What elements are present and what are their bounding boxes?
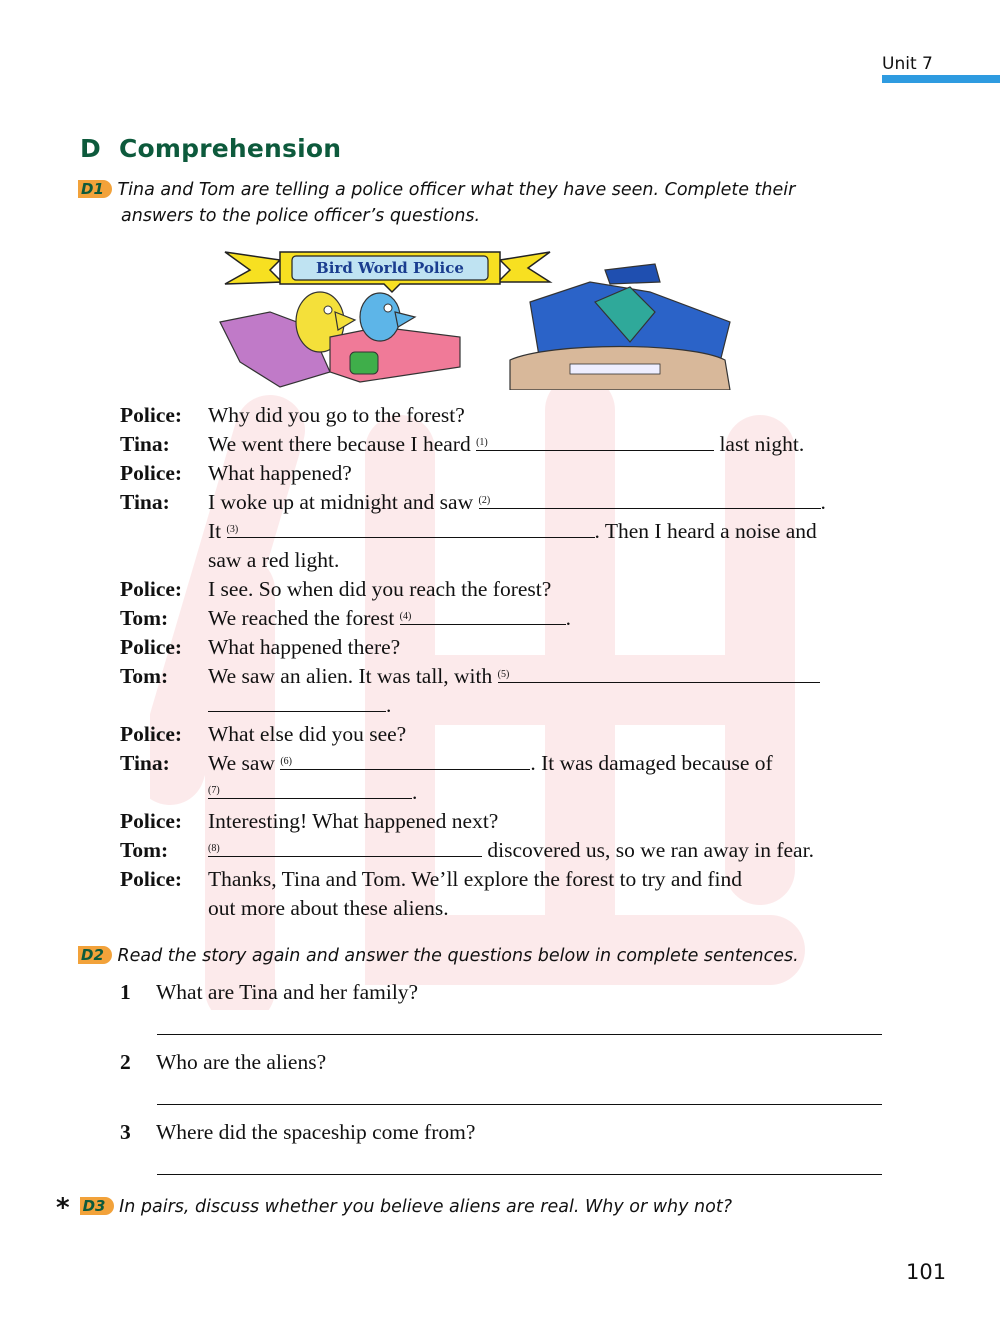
dialogue-line: out more about these aliens. — [208, 896, 449, 920]
blank-5[interactable]: (5) — [498, 662, 820, 683]
answer-line-2[interactable] — [157, 1104, 882, 1105]
speaker: Police: — [120, 809, 183, 833]
blank-3[interactable]: (3) — [227, 517, 595, 538]
speaker: Police: — [120, 867, 183, 891]
section-letter: D — [80, 134, 101, 163]
answer-line-3[interactable] — [157, 1174, 882, 1175]
dialogue-line: Police: Interesting! What happened next? — [120, 807, 900, 836]
section-heading — [80, 134, 341, 163]
question-number: 3 — [120, 1120, 131, 1144]
speaker: Tom: — [120, 664, 169, 688]
tina-and-tom-birds — [220, 292, 460, 387]
blank-8[interactable]: (8) — [208, 836, 482, 857]
section-title: Comprehension — [118, 134, 342, 163]
dialogue-line: $^{(7)}$ . — [208, 780, 418, 804]
d2-instruction — [78, 943, 799, 969]
d2-instruction-text: Read the story again and answer the questions below in complete sentences. — [117, 946, 799, 966]
dialogue-line: Police: What happened there? — [120, 633, 900, 662]
dialogue-line: Tina: I woke up at midnight and saw $^{(2)}$ . — [120, 488, 900, 517]
d2-badge: D2 — [78, 946, 112, 964]
banner — [225, 252, 550, 292]
dialogue-line: Tom: We reached the forest $^{(4)}$ . — [120, 604, 900, 633]
question-item — [120, 980, 882, 1050]
speaker: Tina: — [120, 751, 170, 775]
dialogue-line: Tina: We saw $^{(6)}$ . It was damaged because of — [120, 749, 900, 778]
dialogue — [120, 401, 900, 923]
speaker: Tom: — [120, 838, 169, 862]
speaker: Police: — [120, 577, 183, 601]
speaker: Police: — [120, 635, 183, 659]
speaker: Tina: — [120, 490, 170, 514]
question-item — [120, 1120, 882, 1190]
speaker: Tom: — [120, 606, 169, 630]
banner-text: Bird World Police — [316, 259, 464, 277]
dialogue-line: Tom: $^{(8)}$ discovered us, so we ran away in fear. — [120, 836, 900, 865]
dialogue-line: It $^{(3)}$ . Then I heard a noise and — [208, 519, 817, 543]
dialogue-line: . — [120, 691, 900, 720]
dialogue-line: Police: I see. So when did you reach the forest? — [120, 575, 900, 604]
challenge-star-icon: * — [56, 1193, 70, 1223]
d1-instruction-line1: Tina and Tom are telling a police officer what they have seen. Complete their — [117, 180, 796, 200]
police-officer-bird — [510, 264, 730, 390]
d3-instruction-text: In pairs, discuss whether you believe aliens are real. Why or why not? — [119, 1197, 732, 1217]
blank-6[interactable]: (6) — [280, 749, 530, 770]
dialogue-line: Police: Thanks, Tina and Tom. We’ll explore the forest to try and find — [120, 865, 900, 894]
question-text: What are Tina and her family? — [156, 980, 419, 1004]
d1-instruction-line2: answers to the police officer’s questions. — [121, 206, 481, 226]
d1-instruction — [78, 177, 858, 229]
question-text: Who are the aliens? — [156, 1050, 327, 1074]
page-number: 101 — [906, 1260, 947, 1284]
question-number: 2 — [120, 1050, 131, 1074]
dialogue-line: Police: What happened? — [120, 459, 900, 488]
d3-instruction — [56, 1194, 732, 1221]
dialogue-line: Tom: We saw an alien. It was tall, with $^{(5)}$ — [120, 662, 900, 691]
dialogue-line: Police: Why did you go to the forest? — [120, 401, 900, 430]
speaker: Police: — [120, 403, 183, 427]
question-number: 1 — [120, 980, 131, 1004]
speaker: Police: — [120, 722, 183, 746]
unit-label: Unit 7 — [882, 54, 933, 74]
dialogue-line: saw a red light. — [208, 548, 340, 572]
blank-1[interactable]: (1) — [476, 430, 714, 451]
blank-5-continued[interactable] — [208, 691, 386, 712]
d1-badge: D1 — [78, 180, 112, 198]
speaker: Tina: — [120, 432, 170, 456]
answer-line-1[interactable] — [157, 1034, 882, 1035]
blank-7[interactable]: (7) — [208, 778, 412, 799]
question-text: Where did the spaceship come from? — [156, 1120, 476, 1144]
blank-2[interactable]: (2) — [479, 488, 821, 509]
dialogue-line: Police: What else did you see? — [120, 720, 900, 749]
dialogue-line: Tina: We went there because I heard $^{(1)}$ last night. — [120, 430, 900, 459]
d3-badge: D3 — [80, 1197, 114, 1215]
speaker: Police: — [120, 461, 183, 485]
question-list — [120, 980, 882, 1190]
illustration — [210, 242, 760, 390]
blank-4[interactable]: (4) — [400, 604, 566, 625]
question-item — [120, 1050, 882, 1120]
unit-bar — [882, 75, 1000, 83]
